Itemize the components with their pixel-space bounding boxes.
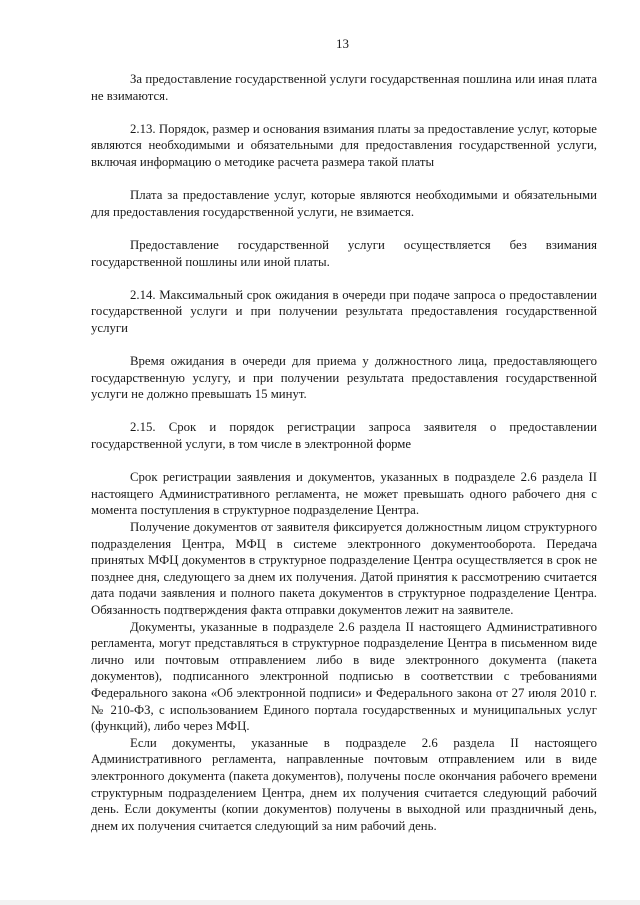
paragraph-no-fee: За предоставление государственной услуги государственная пошлина или иная плата не взимаются.: [91, 72, 597, 103]
section-heading-2-13: 2.13. Порядок, размер и основания взимания платы за предоставление услуг, которые являются необходимыми и обязательными для предоставления государственной услуги, включая информацию о методике расчета размера такой платы: [91, 121, 597, 169]
page-number: 13: [336, 36, 349, 51]
paragraph-queue-time: Время ожидания в очереди для приема у должностного лица, предоставляющего государственную услугу, и при получении результата предоставления государственной услуги не должно превышать 15 минут.: [91, 354, 597, 402]
paragraph-fee-not-charged: Плата за предоставление услуг, которые являются необходимыми и обязательными для предоставления государственной услуги, не взимается.: [91, 188, 597, 219]
document-body: [91, 71, 597, 834]
paragraph-after-hours-receipt: Если документы, указанные в подразделе 2.6 раздела II настоящего Административного регламента, направленные почтовым отправлением или в виде электронного документа (пакета документов), получены после окончания рабочего времени структурным подразделением Центра, днем их получения считается следующий рабочий день. Если документы (копии документов) получены в выходной или праздничный день, днем их получения считается следующий за ним рабочий день.: [91, 735, 597, 833]
paragraph-submission-methods: Документы, указанные в подразделе 2.6 раздела II настоящего Административного регламента, могут представляться в структурное подразделение Центра в письменном виде лично или почтовым отправлением либо в виде электронного документа (пакета документов), подписанного электронной подписью в соответствии с требованиями Федерального закона «Об электронной подписи» и Федерального закона от 27 июля 2010 г. № 210-ФЗ, с использованием Единого портала государственных и муниципальных услуг (функций), либо через МФЦ.: [91, 619, 597, 734]
paragraph-registration-term: Срок регистрации заявления и документов, указанных в подразделе 2.6 раздела II настоящего Административного регламента, не может превышать одного рабочего дня с момента поступления в структурное подразделение Центра.: [91, 470, 597, 518]
page-bottom-edge: [0, 900, 640, 905]
section-heading-2-14: 2.14. Максимальный срок ожидания в очереди при подаче запроса о предоставлении государственной услуги и при получении результата предоставления государственной услуги: [91, 287, 597, 335]
paragraph-document-receipt: Получение документов от заявителя фиксируется должностным лицом структурного подразделения Центра, МФЦ в системе электронного документооборота. Передача принятых МФЦ документов в структурное подразделение Центра осуществляется в срок не позднее дня, следующего за днем их получения. Датой принятия к рассмотрению считается дата подачи заявления и полного пакета документов в структурное подразделение Центра. Обязанность подтверждения факта отправки документов лежит на заявителе.: [91, 520, 597, 617]
section-heading-2-15: 2.15. Срок и порядок регистрации запроса заявителя о предоставлении государственной услуги, в том числе в электронной форме: [91, 420, 597, 452]
paragraph-free-service: Предоставление государственной услуги осуществляется без взимания государственной пошлины или иной платы.: [91, 237, 597, 269]
